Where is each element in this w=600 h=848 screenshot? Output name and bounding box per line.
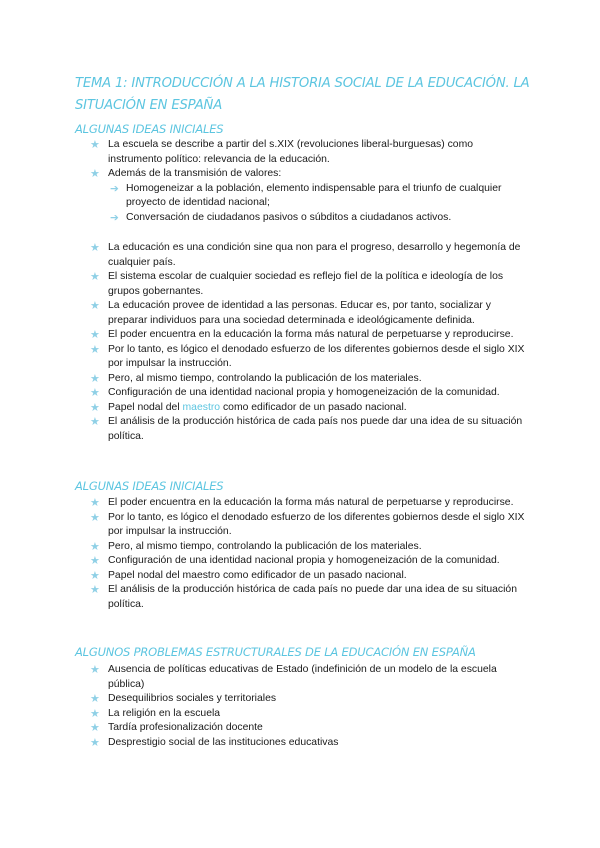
star-bullet-icon: ★	[90, 496, 100, 509]
arrow-bullet-icon: ➔	[110, 211, 119, 224]
list-item: ★ Pero, al mismo tiempo, controlando la publicación de los materiales.	[90, 539, 422, 553]
list-item: ★ El poder encuentra en la educación la forma más natural de perpetuarse y reproducirse.	[90, 496, 514, 509]
list-item: ★ El análisis de la producción histórica de cada país nos puede dar una idea de su situación política.	[90, 415, 523, 442]
list-item: ★ La religión en la escuela	[90, 706, 221, 720]
bullet-list	[90, 138, 530, 225]
star-bullet-icon: ★	[90, 554, 100, 567]
list-item: ★ Papel nodal del maestro como edificador de un pasado nacional.	[90, 400, 407, 414]
list-item: ★ Pero, al mismo tiempo, controlando la publicación de los materiales.	[90, 371, 422, 385]
section-heading: ALGUNOS PROBLEMAS ESTRUCTURALES DE LA EDUCACIÓN EN ESPAÑA	[75, 645, 476, 659]
list-item: ★ El sistema escolar de cualquier sociedad es reflejo fiel de la política e ideología de los grupos gobernantes.	[90, 270, 504, 297]
star-bullet-icon: ★	[90, 167, 100, 180]
list-item: ★ Configuración de una identidad nacional propia y homogeneización de la comunidad.	[90, 386, 500, 399]
list-item: ★ La educación es una condición sine qua non para el progreso, desarrollo y hegemonía de cualquier país.	[90, 241, 521, 268]
star-bullet-icon: ★	[90, 583, 100, 596]
star-bullet-icon: ★	[90, 299, 100, 312]
sub-list	[90, 182, 530, 226]
bullet-list	[90, 663, 530, 750]
list-item: ★ Por lo tanto, es lógico el denodado esfuerzo de los diferentes gobiernos desde el siglo XIX por impulsar la instrucción.	[90, 510, 525, 537]
star-bullet-icon: ★	[90, 510, 100, 524]
star-bullet-icon: ★	[90, 706, 100, 720]
sub-list-item: ➔ Conversación de ciudadanos pasivos o súbditos a ciudadanos activos.	[110, 211, 452, 224]
star-bullet-icon: ★	[90, 415, 100, 428]
list-item: ★ La escuela se describe a partir del s.XIX (revoluciones liberal-burguesas) como instrumento político: relevancia de la educación.	[90, 138, 474, 165]
star-bullet-icon: ★	[90, 400, 100, 414]
list-item: ★ Papel nodal del maestro como edificador de un pasado nacional.	[90, 568, 407, 582]
section-heading: ALGUNAS IDEAS INICIALES	[75, 122, 224, 136]
star-bullet-icon: ★	[90, 568, 100, 582]
star-bullet-icon: ★	[90, 663, 100, 676]
star-bullet-icon: ★	[90, 721, 100, 734]
sub-list-item: ➔ Homogeneizar a la población, elemento indispensable para el triunfo de cualquier proyecto de identidad nacional;	[110, 182, 502, 208]
star-bullet-icon: ★	[90, 386, 100, 399]
list-item: ★ Tardía profesionalización docente	[90, 721, 263, 734]
star-bullet-icon: ★	[90, 371, 100, 385]
list-item: ★ El análisis de la producción histórica de cada país no puede dar una idea de su situación política.	[90, 583, 517, 610]
star-bullet-icon: ★	[90, 692, 100, 705]
highlighted-term: maestro	[182, 401, 221, 413]
list-item: ★ Desequilibrios sociales y territoriales	[90, 692, 277, 705]
star-bullet-icon: ★	[90, 270, 100, 283]
star-bullet-icon: ★	[90, 342, 100, 356]
list-item: ★ Desprestigio social de las instituciones educativas	[90, 735, 339, 749]
list-item: ★ Configuración de una identidad nacional propia y homogeneización de la comunidad.	[90, 554, 500, 567]
list-item: ★ El poder encuentra en la educación la forma más natural de perpetuarse y reproducirse.	[90, 328, 514, 341]
list-item: ★ Ausencia de políticas educativas de Estado (indefinición de un modelo de la escuela pública)	[90, 663, 497, 690]
star-bullet-icon: ★	[90, 735, 100, 749]
star-bullet-icon: ★	[90, 241, 100, 254]
star-bullet-icon: ★	[90, 138, 100, 151]
star-bullet-icon: ★	[90, 539, 100, 553]
bullet-list	[90, 241, 530, 444]
list-item: ★ Por lo tanto, es lógico el denodado esfuerzo de los diferentes gobiernos desde el siglo XIX por impulsar la instrucción.	[90, 342, 525, 369]
list-item: ★ Además de la transmisión de valores: ➔ Homogeneizar a la población, elemento indispensable para el triunfo de cualquier proyecto de identidad nacional; ➔ Conversación de ciudadanos pasivos o súbditos a ciudadanos activos.	[90, 167, 530, 225]
list-item: ★ La educación provee de identidad a las personas. Educar es, por tanto, socializar y preparar individuos para una sociedad determinada e ideológicamente definida.	[90, 299, 491, 326]
bullet-list	[90, 496, 530, 612]
page-title: TEMA 1: INTRODUCCIÓN A LA HISTORIA SOCIAL DE LA EDUCACIÓN. LA SITUACIÓN EN ESPAÑA	[75, 76, 530, 113]
section-heading: ALGUNAS IDEAS INICIALES	[75, 479, 224, 493]
arrow-bullet-icon: ➔	[110, 182, 119, 195]
star-bullet-icon: ★	[90, 328, 100, 341]
